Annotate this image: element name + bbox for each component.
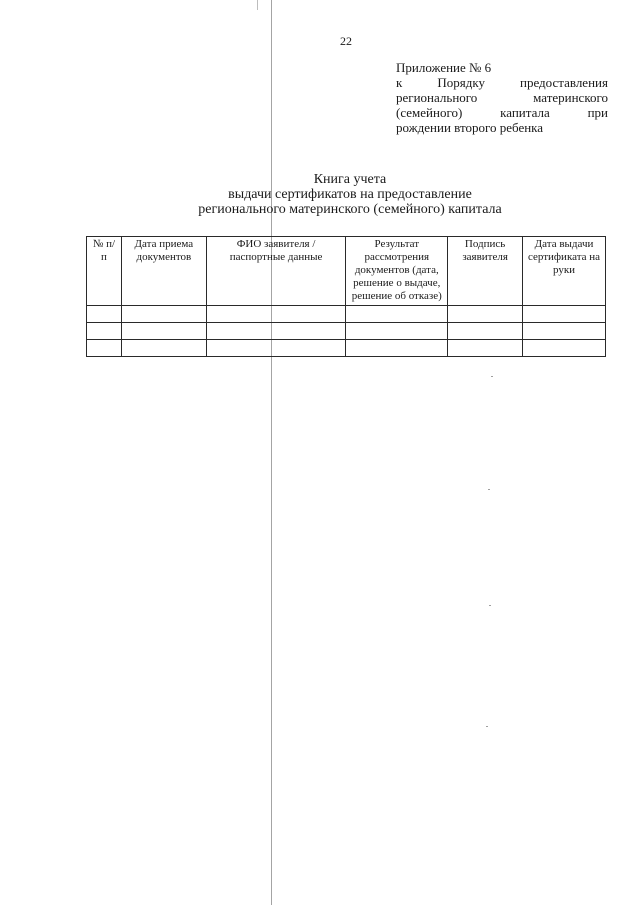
table-cell [346,340,448,357]
table-cell [448,306,523,323]
document-title [150,172,550,217]
table-cell [448,340,523,357]
column-header-applicant: ФИО заявителя / паспортные данные [206,237,346,306]
scan-fold-line [271,0,272,905]
appendix-line [396,90,608,105]
appendix-line [396,75,608,90]
scan-speck [491,376,493,377]
appendix-word: рождении второго ребенка [396,120,544,135]
scan-speck [489,605,491,606]
appendix-word: Порядку [437,75,485,90]
table-cell [87,323,122,340]
appendix-word: материнского [533,90,608,105]
table-row [87,306,606,323]
register-table [86,236,606,357]
appendix-word: предоставления [519,75,608,90]
table-cell [87,306,122,323]
table-cell [121,323,206,340]
appendix-word: к [396,75,403,90]
table-cell [523,323,606,340]
table-cell [523,340,606,357]
table-cell [206,306,346,323]
table-cell [523,306,606,323]
table-cell [121,306,206,323]
appendix-line [396,120,608,135]
appendix-header [396,60,608,135]
column-header-result: Результат рассмотрения документов (дата, решение о выдаче, решение об отказе) [346,237,448,306]
scan-speck [486,726,488,727]
table-cell [206,323,346,340]
table-cell [346,306,448,323]
table-row [87,323,606,340]
table-cell [206,340,346,357]
page-number: 22 [340,34,352,48]
document-title-line: регионального материнского (семейного) капитала [198,202,502,217]
document-title-line: Книга учета [313,172,387,187]
appendix-title: Приложение № 6 [396,60,492,75]
document-title-line: выдачи сертификатов на предоставление [228,187,472,202]
table-cell [121,340,206,357]
appendix-word: (семейного) [396,105,463,120]
appendix-word: регионального [396,90,478,105]
column-header-number: № п/п [87,237,122,306]
column-header-signature: Подпись заявителя [448,237,523,306]
appendix-word: капитала [500,105,550,120]
table-cell [448,323,523,340]
column-header-issue-date: Дата выдачи сертификата на руки [523,237,606,306]
appendix-word: при [587,105,608,120]
scan-speck [488,489,490,490]
table-header-row [87,237,606,306]
scan-fold-mark [257,0,258,10]
table-cell [87,340,122,357]
appendix-line [396,105,608,120]
column-header-receipt-date: Дата приема документов [121,237,206,306]
table-row [87,340,606,357]
table-cell [346,323,448,340]
